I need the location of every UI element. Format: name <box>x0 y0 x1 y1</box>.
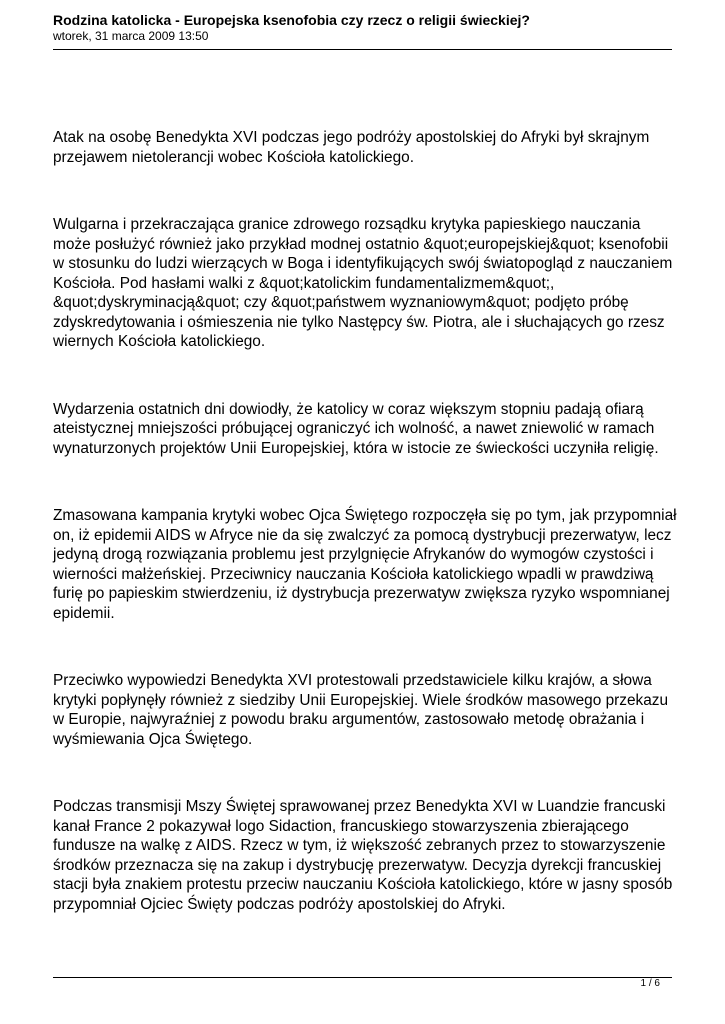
header-divider <box>53 49 672 50</box>
article-paragraph: Atak na osobę Benedykta XVI podczas jego podróży apostolskiej do Afryki był skrajnym przejawem nietolerancji wobec Kościoła katolickiego. <box>53 129 650 166</box>
article-paragraph: Wydarzenia ostatnich dni dowiodły, że katolicy w coraz większym stopniu padają ofiarą ateistycznej mniejszości próbującej ograniczyć ich wolność, a nawet zniewolić w ramach wynaturzonych projektów Unii Europejskiej, która w istocie ze świeckości uczyniła religię. <box>53 400 659 457</box>
article-paragraph: Przeciwko wypowiedzi Benedykta XVI protestowali przedstawiciele kilku krajów, a słowa krytyki popłynęły również z siedziby Unii Europejskiej. Wiele środków masowego przekazu w Europie, najwyraźniej z powodu braku argumentów, zastosowało metodę obrażania i wyśmiewania Ojca Świętego. <box>53 672 669 748</box>
article-paragraph: Podczas transmisji Mszy Świętej sprawowanej przez Benedykta XVI w Luandzie francuski kanał France 2 pokazywał logo Sidaction, francuskiego stowarzyszenia zbierającego fundusze na walkę z AIDS. Rzecz w tym, iż większość zebranych przez to stowarzyszenie środków przeznacza się na zakup i dystrybucję prezerwatyw. Decyzja dyrekcji francuskiej stacji była znakiem protestu przeciw nauczaniu Kościoła katolickiego, które w jasny sposób przypomniał Ojciec Święty podczas podróży apostolskiej do Afryki. <box>53 798 673 913</box>
document-date: wtorek, 31 marca 2009 13:50 <box>53 29 209 43</box>
page-number: 1 / 6 <box>640 978 660 989</box>
article-paragraph: Zmasowana kampania krytyki wobec Ojca Świętego rozpoczęła się po tym, jak przypomniał on, iż epidemii AIDS w Afryce nie da się zwalczyć za pomocą dystrybucji prezerwatyw, lecz jedyną drogą rozwiązania problemu jest przylgnięcie Afrykanów do wymogów czystości i wierności małżeńskiej. Przeciwnicy nauczania Kościoła katolickiego wpadli w prawdziwą furię po papieskim stwierdzeniu, iż dystrybucja prezerwatyw zwiększa ryzyko wspomnianej epidemii. <box>53 507 677 622</box>
footer-divider <box>53 977 672 978</box>
document-header <box>53 12 672 44</box>
document-title: Rodzina katolicka - Europejska ksenofobia czy rzecz o religii świeckiej? <box>53 12 530 28</box>
article-body <box>53 128 678 914</box>
article-paragraph: Wulgarna i przekraczająca granice zdrowego rozsądku krytyka papieskiego nauczania może posłużyć również jako przykład modnej ostatnio &quot;europejskiej&quot; ksenofobii w stosunku do ludzi wierzących w Boga i identyfikujących swój światopogląd z nauczaniem Kościoła. Pod hasłami walki z &quot;katolickim fundamentalizmem&quot;, &quot;dyskryminacją&quot; czy &quot;państwem wyznaniowym&quot; podjęto próbę zdyskredytowania i ośmieszenia nie tylko Następcy św. Piotra, ale i słuchających go rzesz wiernych Kościoła katolickiego. <box>53 216 673 350</box>
